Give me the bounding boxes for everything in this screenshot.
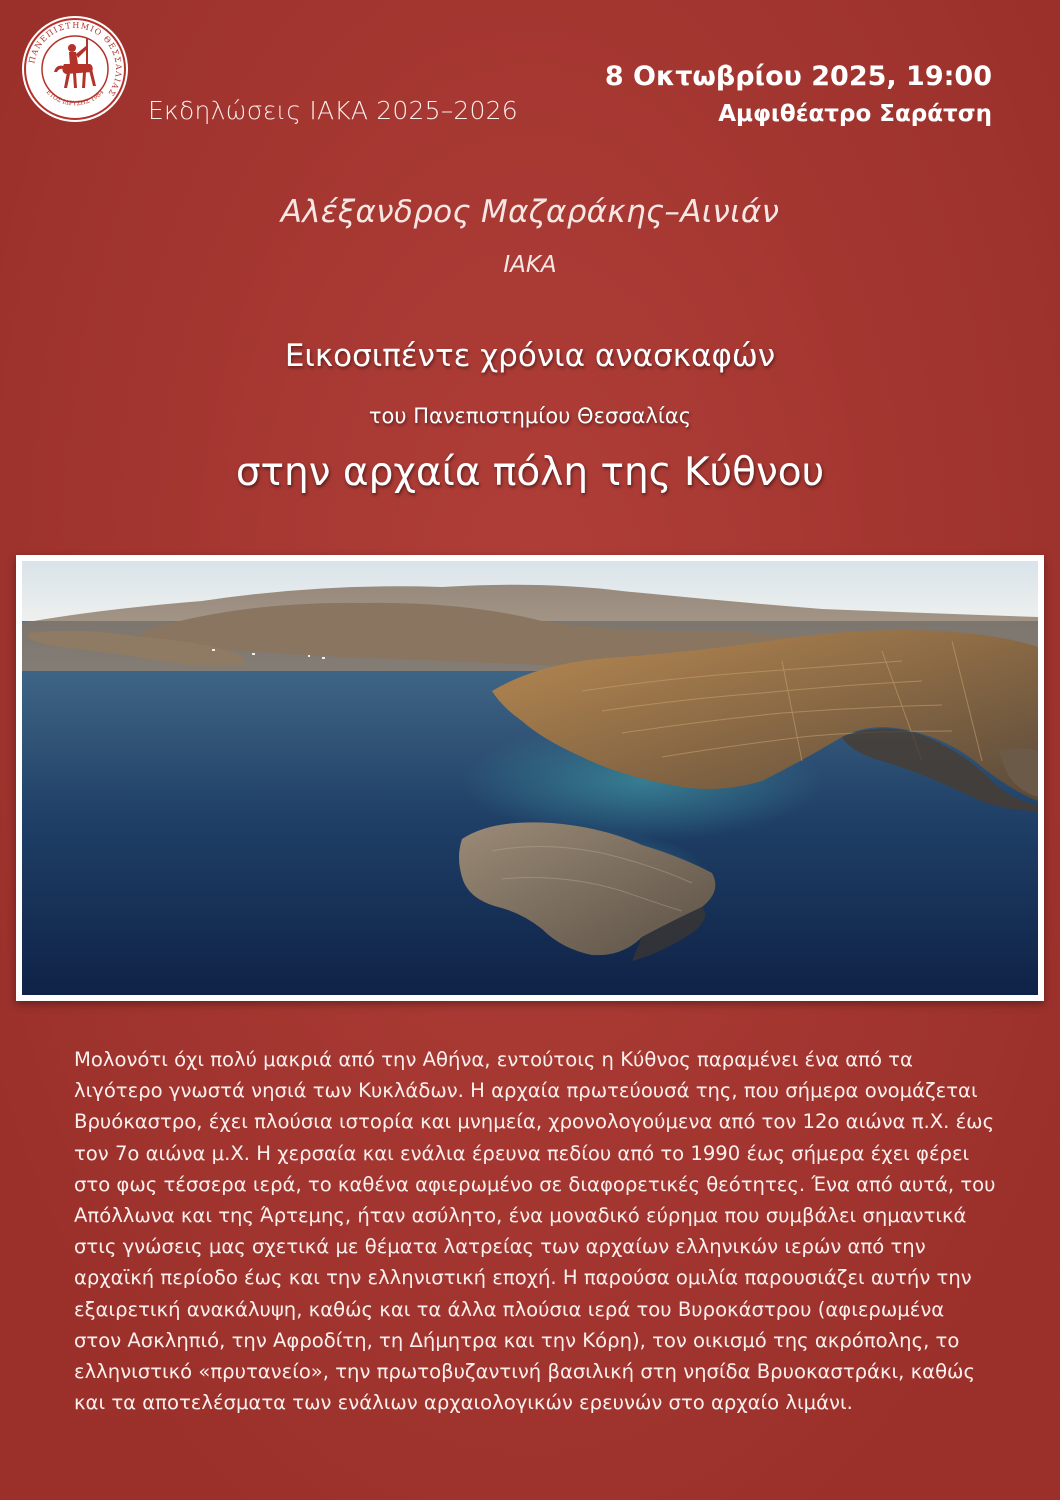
university-logo (20, 14, 130, 124)
event-date-time: 8 Οκτωβρίου 2025, 19:00 (604, 61, 992, 92)
event-venue: Αμφιθέατρο Σαράτση (718, 101, 992, 127)
centaur-seal-icon (20, 14, 130, 124)
logo-founded-text: ΕΤΟΣ ΙΔΡΥΣΗΣ 1984 (44, 88, 106, 108)
aerial-island-illustration (22, 561, 1038, 995)
speaker-affiliation: ΙΑΚΑ (503, 252, 557, 278)
event-info (605, 58, 992, 132)
talk-title-line-3: στην αρχαία πόλη της Κύθνου (235, 450, 825, 495)
talk-title-line-1: Εικοσιπέντε χρόνια ανασκαφών (284, 338, 776, 374)
event-series: Εκδηλώσεις ΙΑΚΑ 2025–2026 (148, 96, 518, 125)
photo-frame (16, 555, 1044, 1001)
logo-ring-text: ΠΑΝΕΠΙΣΤΗΜΙΟ ΘΕΣΣΑΛΙΑΣ (27, 20, 124, 99)
talk-title-line-2: του Πανεπιστημίου Θεσσαλίας (368, 404, 692, 428)
speaker-name: Αλέξανδρος Μαζαράκης–Αινιάν (280, 194, 780, 230)
talk-description: Μολονότι όχι πολύ μακριά από την Αθήνα, εντούτοις η Κύθνος παραμένει ένα από τα λιγότερο γνωστά νησιά των Κυκλάδων. Η αρχαία πρωτεύουσά της, που σήμερα ονομάζεται Βρυόκαστρο, έχει πλούσια ιστορία και μνημεία, χρονολογούμενα από τον 12ο αιώνα π.Χ. έως τον 7ο αιώνα μ.Χ. Η χερσαία και ενάλια έρευνα πεδίου από το 1990 έως σήμερα έχει φέρει στο φως τέσσερα ιερά, το καθένα αφιερωμένο σε διαφορετικές θεότητες. Ένα από αυτά, του Απόλλωνα και της Άρτεμης, ήταν ασύλητο, ένα μοναδικό εύρημα που συμβάλει σημαντικά στις γνώσεις μας σχετικά με θέματα λατρείας των αρχαίων ελληνικών ιερών από την αρχαϊκή περίοδο έως και την ελληνιστική εποχή. Η παρούσα ομιλία παρουσιάζει αυτήν την εξαιρετική ανακάλυψη, καθώς και τα άλλα πλούσια ιερά του Βυροκάστρου (αφιερωμένα στον Ασκληπιό, την Αφροδίτη, τη Δήμητρα και την Κόρη), τον οικισμό της ακρόπολης, το ελληνιστικό «πρυτανείο», την πρωτοβυζαντινή βασιλική στη νησίδα Βρυοκαστράκι, καθώς και τα αποτελέσματα των ενάλιων αρχαιολογικών ερευνών στο αρχαίο λιμάνι. (74, 1048, 996, 1415)
aerial-island-photo (22, 561, 1038, 995)
